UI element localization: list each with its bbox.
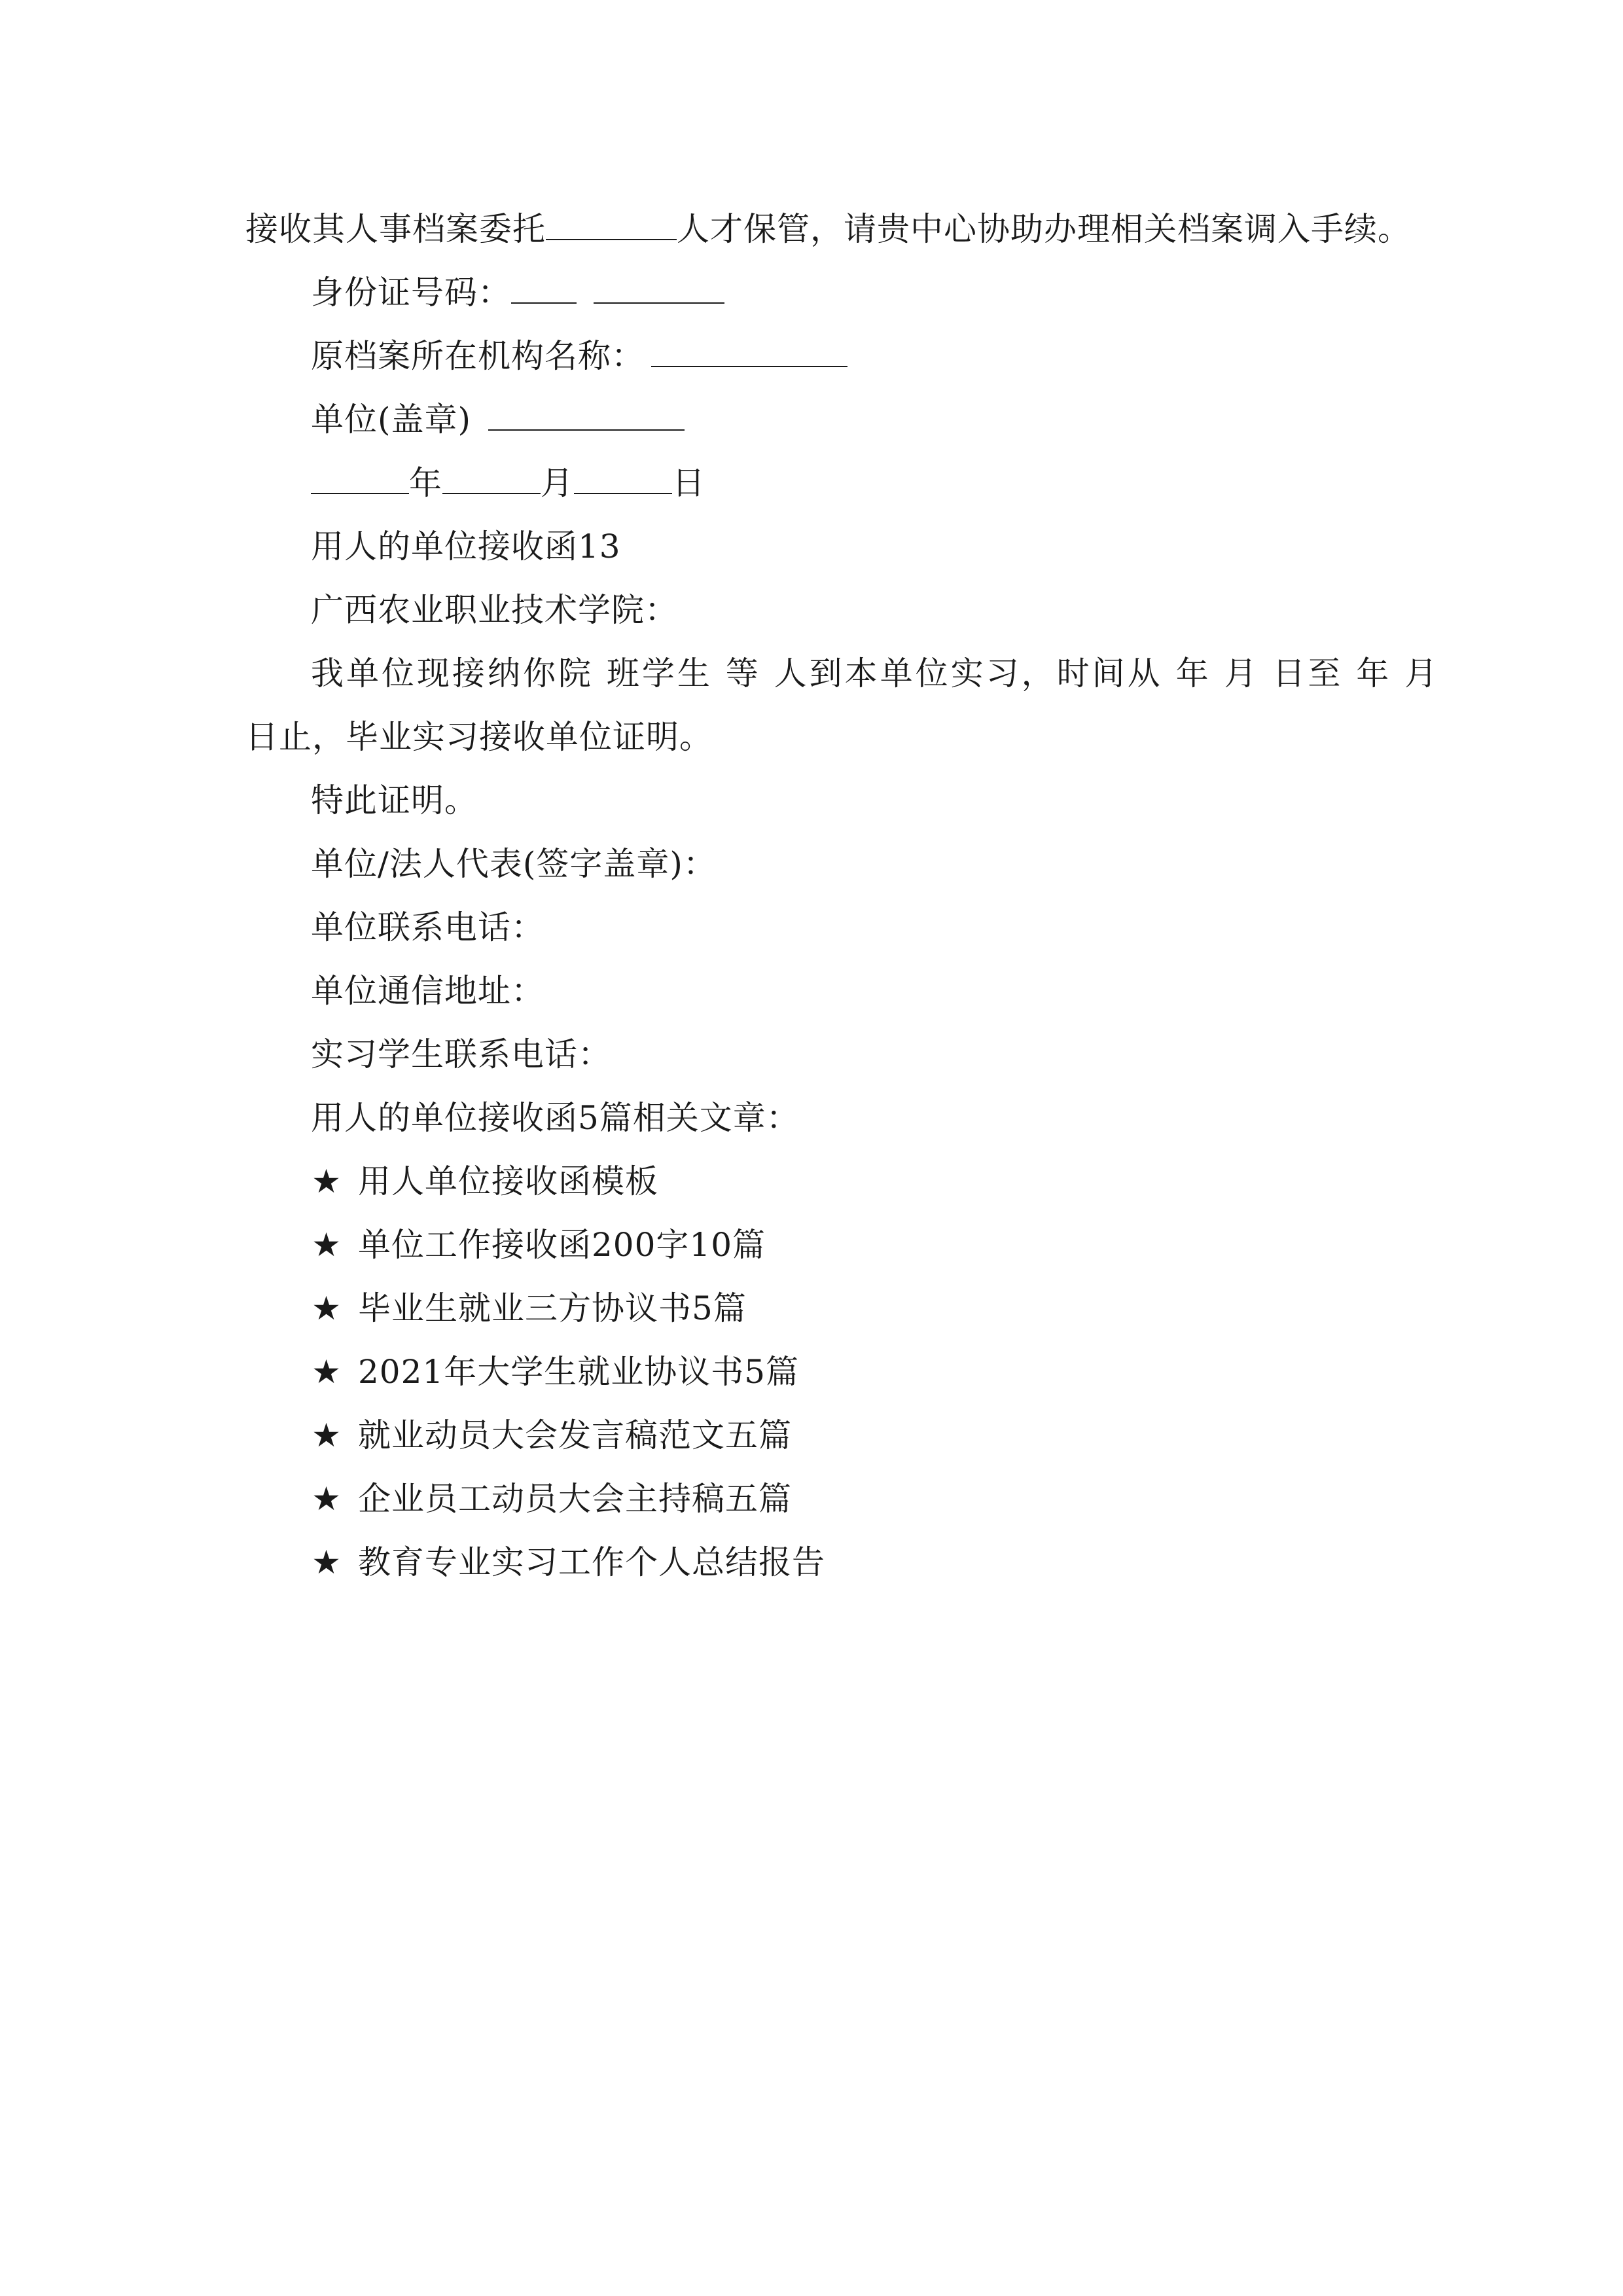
year-label: 年 <box>409 464 442 502</box>
original-archive-label: 原档案所在机构名称： <box>311 337 645 375</box>
salutation: 广西农业职业技术学院： <box>311 591 678 629</box>
blank-unit-seal <box>488 401 685 431</box>
star-icon: ★ <box>312 1416 342 1454</box>
certification-statement: 特此证明。 <box>311 781 478 819</box>
unit-seal-line <box>311 400 685 439</box>
paragraph-archive-transfer <box>245 209 1411 249</box>
related-article-title[interactable]: 2021年大学生就业协议书5篇 <box>358 1353 800 1391</box>
representative-signature-label: 单位/法人代表(签字盖章)： <box>311 845 717 883</box>
star-icon: ★ <box>312 1353 342 1391</box>
related-article-link[interactable] <box>311 1289 747 1328</box>
related-article-link[interactable] <box>311 1543 825 1582</box>
blank-entrusted-unit <box>546 210 677 240</box>
blank-month <box>442 464 541 494</box>
unit-phone-label: 单位联系电话： <box>311 908 544 946</box>
star-icon: ★ <box>312 1480 342 1518</box>
related-article-title[interactable]: 用人单位接收函模板 <box>358 1162 658 1200</box>
unit-address-label: 单位通信地址： <box>311 972 544 1010</box>
date-line <box>311 463 705 503</box>
archive-text-end: 人才保管，请贵中心协助办理相关档案调入手续。 <box>677 210 1411 248</box>
related-article-link[interactable] <box>311 1416 792 1455</box>
section-heading: 用人的单位接收函13 <box>311 528 621 565</box>
related-articles-title: 用人的单位接收函5篇相关文章： <box>311 1099 800 1137</box>
related-article-link[interactable] <box>311 1479 792 1518</box>
star-icon: ★ <box>312 1226 342 1264</box>
unit-seal-label: 单位(盖章) <box>311 401 472 439</box>
archive-text-start: 接收其人事档案委托 <box>245 210 546 248</box>
related-article-title[interactable]: 毕业生就业三方协议书5篇 <box>358 1289 747 1327</box>
star-icon: ★ <box>312 1543 342 1581</box>
blank-id-part2 <box>594 274 724 304</box>
blank-id-part1 <box>511 274 577 304</box>
body-paragraph-line1: 我单位现接纳你院 班学生 等 人到本单位实习，时间从 年 月 日至 年 月 <box>311 655 1440 692</box>
body-paragraph-line2: 日止，毕业实习接收单位证明。 <box>245 718 713 756</box>
related-article-title[interactable]: 企业员工动员大会主持稿五篇 <box>358 1480 792 1518</box>
related-article-link[interactable] <box>311 1352 799 1391</box>
original-archive-line <box>311 336 847 376</box>
related-article-title[interactable]: 就业动员大会发言稿范文五篇 <box>358 1416 792 1454</box>
student-phone-label: 实习学生联系电话： <box>311 1035 611 1073</box>
related-article-link[interactable] <box>311 1225 766 1265</box>
star-icon: ★ <box>312 1289 342 1327</box>
id-number-label: 身份证号码： <box>311 274 511 312</box>
id-number-line <box>311 273 724 312</box>
related-article-title[interactable]: 教育专业实习工作个人总结报告 <box>358 1543 825 1581</box>
blank-year <box>311 464 409 494</box>
month-label: 月 <box>541 464 574 502</box>
blank-day <box>574 464 672 494</box>
related-article-link[interactable] <box>311 1162 658 1201</box>
related-article-title[interactable]: 单位工作接收函200字10篇 <box>358 1226 766 1264</box>
blank-original-institution <box>651 337 847 367</box>
day-label: 日 <box>672 464 705 502</box>
star-icon: ★ <box>312 1162 342 1200</box>
